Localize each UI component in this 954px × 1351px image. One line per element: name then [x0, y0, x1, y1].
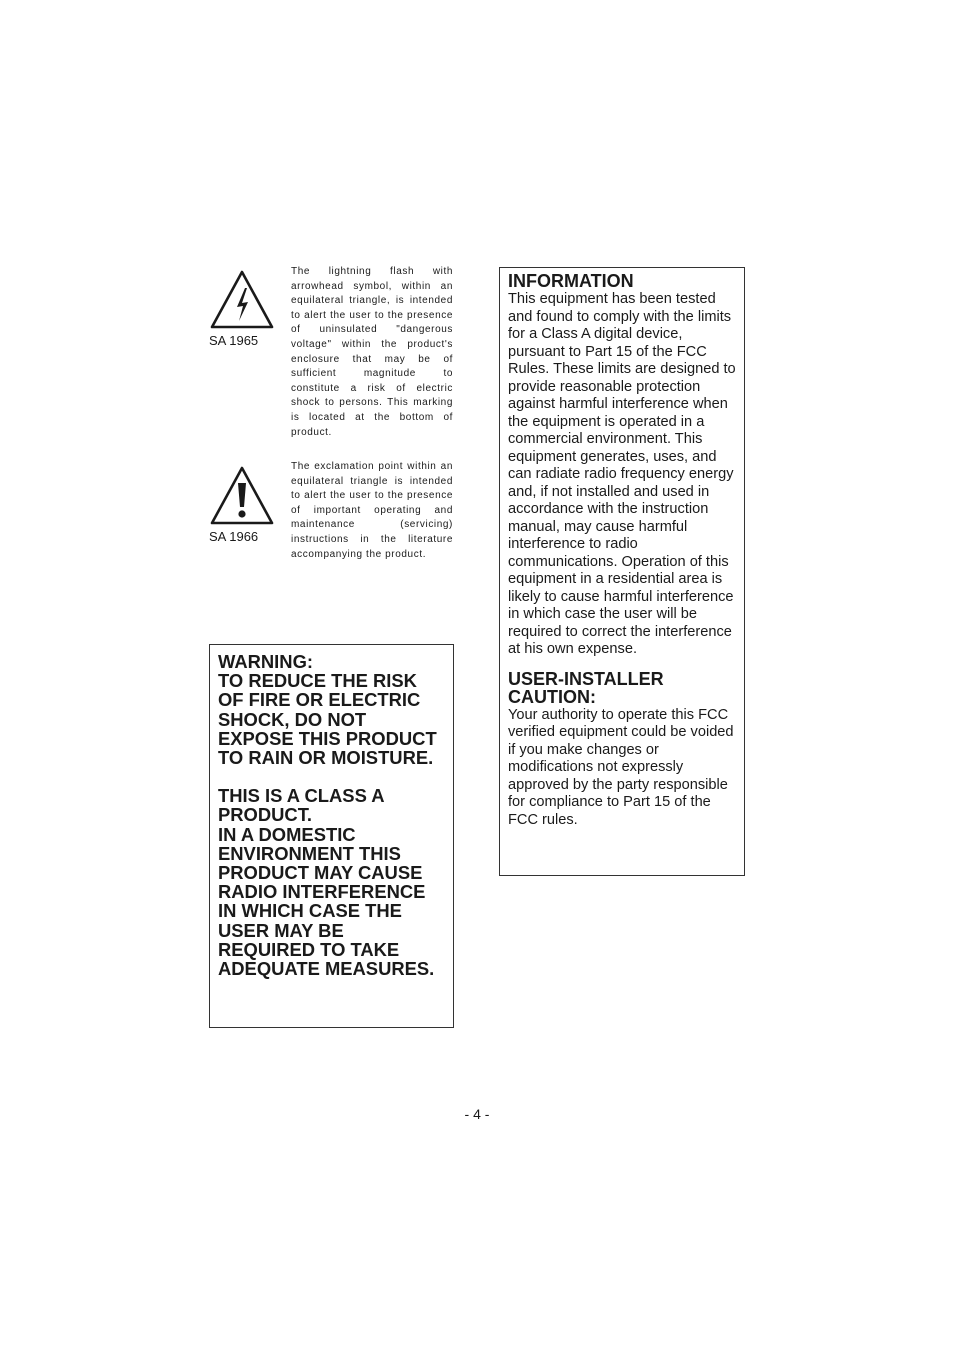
symbol-sa1966 [209, 465, 285, 544]
symbol-code: SA 1965 [209, 333, 259, 348]
symbol-code: SA 1966 [209, 529, 259, 544]
warning-heading: WARNING: [218, 651, 314, 672]
class-a-notice: THIS IS A CLASS A PRODUCT. [218, 785, 384, 826]
caution-body: Your authority to operate this FCC verified equipment could be voided if you make changes or modifications not expressly approved by the party responsible for compliance to Part 15 of the FCC rules. [508, 706, 734, 828]
symbol-description: The lightning flash with arrowhead symbol, within an equilateral triangle, is intended to alert the user to the presence of uninsulated "dangerous voltage" within the product's enclosure that may be of sufficient magnitude to constitute a risk of electric shock to persons. This marking is located at the bottom of product. [291, 266, 453, 438]
domestic-notice: IN A DOMESTIC ENVIRONMENT THIS PRODUCT MAY CAUSE RADIO INTERFERENCE IN WHICH CASE THE USER MAY BE REQUIRED TO TAKE ADEQUATE MEASURES. [218, 823, 435, 980]
information-body: This equipment has been tested and found to comply with the limits for a Class A digital device, pursuant to Part 15 of the FCC Rules. These limits are designed to provide reasonable protection against harmful interference when the equipment is operated in a commercial environment. This equipment generates, uses, and can radiate radio frequency energy and, if not installed and used in accordance with the instruction manual, may cause harmful interference to radio communications. Operation of this equipment in a residential area is likely to cause harmful interference in which case the user will be required to correct the interference at his own expense. [508, 291, 736, 657]
information-heading: INFORMATION [508, 271, 634, 291]
warning-box [209, 644, 454, 1028]
warning-text: TO REDUCE THE RISK OF FIRE OR ELECTRIC SHOCK, DO NOT EXPOSE THIS PRODUCT TO RAIN OR MOISTURE. [218, 670, 437, 769]
symbol-sa1965 [209, 269, 285, 348]
exclamation-triangle-icon [209, 465, 275, 525]
symbol-description: The exclamation point within an equilateral triangle is intended to alert the user to the presence of important operating and maintenance (servicing) instructions in the literature accompanying the product. [291, 461, 453, 560]
information-box [499, 267, 745, 876]
lightning-triangle-icon [209, 269, 275, 329]
page-number: - 4 - [464, 1106, 490, 1122]
caution-heading: USER-INSTALLER CAUTION: [508, 668, 664, 707]
